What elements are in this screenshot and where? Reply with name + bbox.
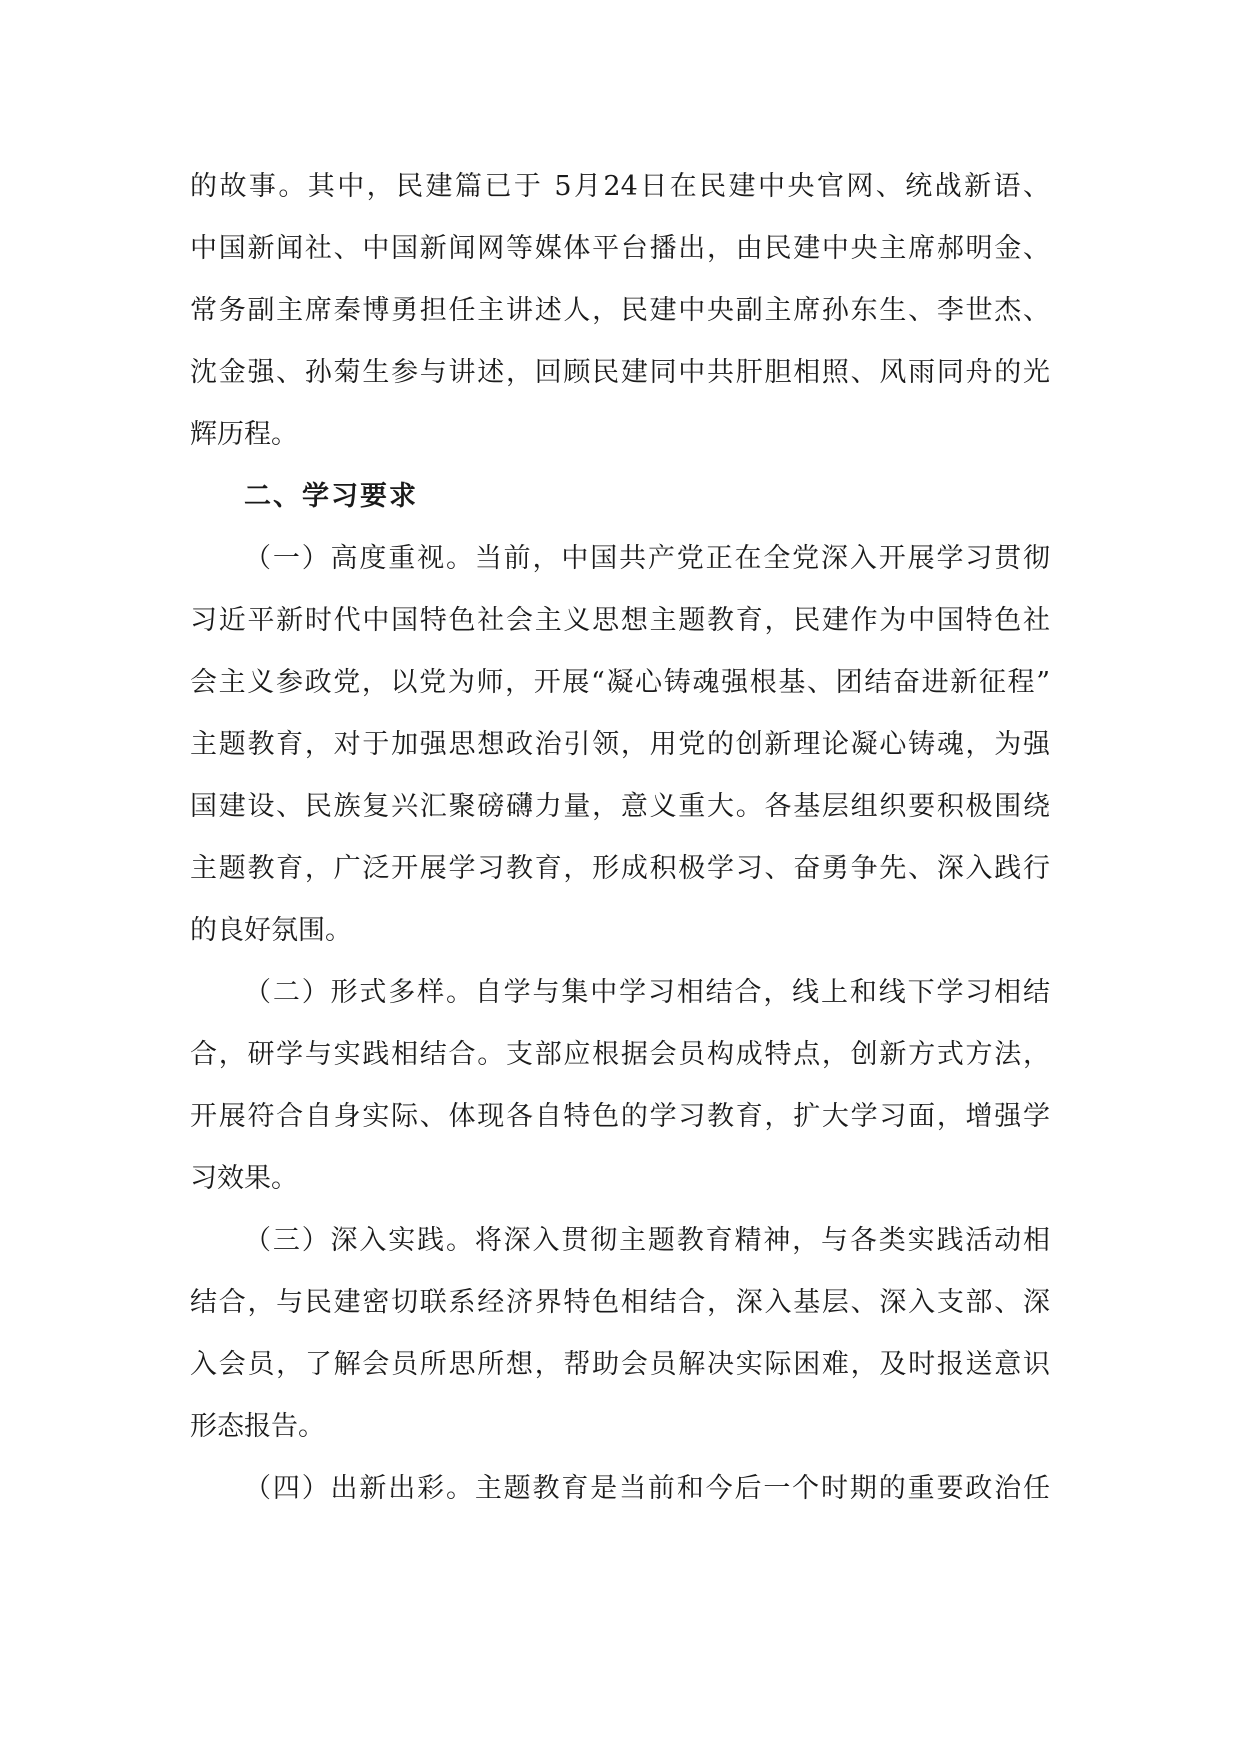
paragraph-line: （三）深入实践。将深入贯彻主题教育精神，与各类实践活动相: [244, 1225, 1050, 1256]
paragraph-line: 开展符合自身实际、体现各自特色的学习教育，扩大学习面，增强学: [190, 1101, 1050, 1132]
document-body: [190, 156, 1050, 1520]
paragraph-line: 常务副主席秦博勇担任主讲述人，民建中央副主席孙东生、李世杰、: [190, 295, 1050, 326]
paragraph-line: 辉历程。: [190, 419, 298, 450]
paragraph-line: 主题教育，广泛开展学习教育，形成积极学习、奋勇争先、深入践行: [190, 853, 1050, 884]
paragraph-line: 国建设、民族复兴汇聚磅礴力量，意义重大。各基层组织要积极围绕: [190, 791, 1050, 822]
paragraph-line: 的良好氛围。: [190, 915, 352, 946]
paragraph-line: 主题教育，对于加强思想政治引领，用党的创新理论凝心铸魂，为强: [190, 729, 1050, 760]
paragraph-line: 习近平新时代中国特色社会主义思想主题教育，民建作为中国特色社: [190, 605, 1050, 636]
paragraph-line: 结合，与民建密切联系经济界特色相结合，深入基层、深入支部、深: [190, 1287, 1050, 1318]
paragraph-line: 会主义参政党，以党为师，开展“凝心铸魂强根基、团结奋进新征程”: [190, 667, 1050, 698]
section-heading: 二、学习要求: [244, 481, 418, 512]
paragraph-line: 入会员，了解会员所思所想，帮助会员解决实际困难，及时报送意识: [190, 1349, 1050, 1380]
paragraph-line: （一）高度重视。当前，中国共产党正在全党深入开展学习贯彻: [244, 543, 1050, 574]
paragraph-line: （二）形式多样。自学与集中学习相结合，线上和线下学习相结: [244, 977, 1050, 1008]
paragraph-line: 沈金强、孙菊生参与讲述，回顾民建同中共肝胆相照、风雨同舟的光: [190, 357, 1050, 388]
paragraph-line: 形态报告。: [190, 1411, 325, 1442]
paragraph-line: 习效果。: [190, 1163, 298, 1194]
paragraph-line: 的故事。其中，民建篇已于 5月24日在民建中央官网、统战新语、: [190, 171, 1050, 202]
paragraph-line: （四）出新出彩。主题教育是当前和今后一个时期的重要政治任: [244, 1473, 1050, 1504]
paragraph-line: 中国新闻社、中国新闻网等媒体平台播出，由民建中央主席郝明金、: [190, 233, 1050, 264]
paragraph-line: 合，研学与实践相结合。支部应根据会员构成特点，创新方式方法，: [190, 1039, 1050, 1070]
